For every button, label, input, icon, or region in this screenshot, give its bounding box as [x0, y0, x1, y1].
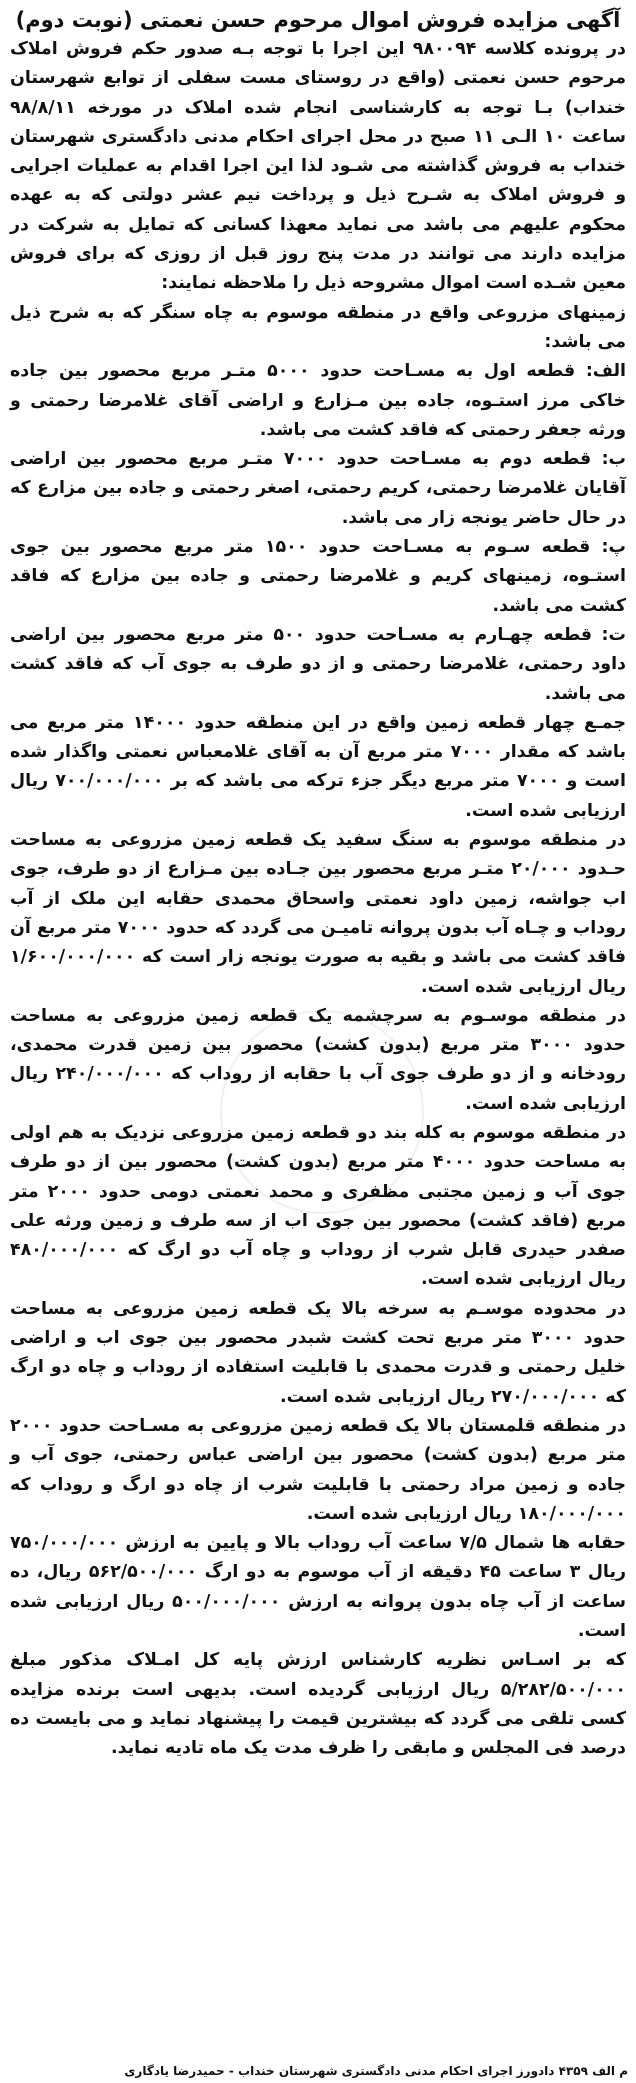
sorkheh-bala-paragraph: در محدوده موسـم به سرخه بالا یک قطعه زمین مزروعی به مساحت حدود ۳۰۰۰ متر مربع تحت کشت شبدر محصور بین جوی اب و اراضی خلیل رحمتی و قدرت محمدی با قابلیت استفاده از روداب و چاه دو ارگ که ۲۷۰/۰۰۰/۰۰۰ ریال ارزیابی شده است.	[10, 1298, 626, 1407]
parcel-alef-paragraph: الف: قطعه اول به مسـاحت حدود ۵۰۰۰ متـر مربع محصور بین جاده خاکی مرز استـوه، جاده بین مـزارع و اراضی آقای غلامرضا رحمتی و ورثه جعفر رحمتی که فاقد کشت می باشد.	[10, 361, 627, 440]
water-rights-paragraph: حقابه ها شمال ۷/۵ ساعت آب روداب بالا و پایین به ارزش ۷۵۰/۰۰۰/۰۰۰ ریال ۳ ساعت ۴۵ دقیقه از آب موسوم به دو ارگ ۵۶۲/۵۰۰/۰۰۰ ریال، ده ساعت از آب چاه بدون پروانه به ارزش ۵۰۰/۰۰۰/۰۰۰ ریال ارزیابی شده است.	[10, 1533, 626, 1642]
parcel-be-paragraph: ب: قطعه دوم به مسـاحت حدود ۷۰۰۰ متـر مربع محصور بین اراضی آقایان غلامرضا رحمتی، کریم رحمتی، اصغر رحمتی و جاده بین مزارع که در حال حاضر یونجه زار می باشد.	[10, 449, 626, 528]
parcel-pe-paragraph: پ: قطعه سـوم به مسـاحت حدود ۱۵۰۰ متر مربع محصور بین جوی استـوه، زمینهای کریم و غلامرضا رحمتی و جاده بین مزارع که فاقد کشت می باشد.	[10, 537, 626, 616]
sarcheshmeh-paragraph: در منطقه موسـوم به سرچشمه یک قطعه زمین مزروعی به مساحت حدود ۳۰۰۰ متر مربع (بدون کشت) محصور بین زمین قدرت محمدی، رودخانه و از دو طرف جوی آب با حقابه از روداب که ۲۴۰/۰۰۰/۰۰۰ ریال ارزیابی شده است.	[10, 1005, 627, 1114]
farmland-heading-paragraph: زمینهای مزروعی واقع در منطقه موسوم به چاه سنگر که به شرح ذیل می باشد:	[10, 302, 626, 352]
notice-footer: م الف ۴۳۵۹ دادورز اجرای احکام مدنی دادگستری شهرستان خنداب - حمیدرضا یادگاری	[124, 2064, 628, 2078]
parcel-te-paragraph: ت: قطعه چهـارم به مسـاحت حدود ۵۰۰ متر مربع محصور بین اراضی داود رحمتی، غلامرضا رحمتی و از دو طرف به جوی آب که فاقد کشت می باشد.	[10, 624, 626, 704]
valuation-conditions-paragraph: که بر اسـاس نظریه کارشناس ارزش پایه کل امـلاک مذکور مبلغ ۵/۲۸۲/۵۰۰/۰۰۰ ریال ارزیابی گردیده است. بدیهی است برنده مزایده کسی تلقی می گردد که بیشترین قیمت را پیشنهاد نماید و می بایست ده درصد فی المجلس و مابقی را ظرف مدت یک ماه تادیه نماید.	[10, 1650, 626, 1759]
notice-title: آگهی مزایده فروش اموال مرحوم حسن نعمتی (نوبت دوم)	[15, 8, 621, 32]
notice-intro-paragraph: در پرونده کلاسه ۹۸۰۰۹۴ این اجرا با توجه بـه صدور حکم فروش املاک مرحوم حسن نعمتی (واقع در روستای مست سفلی از توابع شهرستان خنداب) بـا توجه به کارشناسی انجام شده املاک در مورخه ۹۸/۸/۱۱ ساعت ۱۰ الـی ۱۱ صبح در محل اجرای احکام مدنی دادگستری شهرستان خنداب به فروش گذاشته می شـود لذا این اجرا اقدام به عملیات اجرایی و فروش املاک به شـرح ذیل و پرداخت نیم عشر دولتی که به عهده محکوم علیهم می باشد می نماید معهذا کسانی که تمایل به شرکت در مزایده دارند می توانند در مدت پنج روز قبل از روزی که برای فروش معین شـده است اموال مشروحه ذیل را ملاحظه نمایند:	[10, 39, 626, 294]
kaleh-band-paragraph: در منطقه موسوم به کله بند دو قطعه زمین مزروعی نزدیک به هم اولی به مساحت حدود ۴۰۰۰ متر مربع (بدون کشت) محصور بین از دو طرف جوی آب و زمین مجتبی مظفری و محمد نعمتی دومی حدود ۲۰۰۰ متر مربع (فاقد کشت) محصور بین جوی اب از سه طرف و زمین ورثه علی صفدر حیدری قابل شرب از روداب و چاه آب دو ارگ که ۴۸۰/۰۰۰/۰۰۰ ریال ارزیابی شده است.	[10, 1122, 626, 1290]
parcels-total-paragraph: جمـع چهار قطعه زمین واقع در این منطقه حدود ۱۴۰۰۰ متر مربع می باشد که مقدار ۷۰۰۰ متر مربع آن به آقای غلامعباس نعمتی واگذار شده است و ۷۰۰۰ متر مربع دیگر جزء ترکه می باشد که بر ۷۰۰/۰۰۰/۰۰۰ ریال ارزیابی شده است.	[10, 712, 626, 821]
ghalamestan-paragraph: در منطقه قلمستان بالا یک قطعه زمین مزروعی به مسـاحت حدود ۲۰۰۰ متر مربع (بدون کشت) محصور بین اراضی عباس رحمتی، جوی آب و جاده و زمین مراد رحمتی با قابلیت شرب از چاه دو ارگ و روداب که ۱۸۰/۰۰۰/۰۰۰ ریال ارزیابی شده است.	[10, 1415, 626, 1524]
sang-sefid-paragraph: در منطقه موسوم به سنگ سفید یک قطعه زمین مزروعی به مساحت حـدود ۲۰/۰۰۰ متـر مربع محصور بین جـاده بین مـزارع از دو طرف، جوی اب جواشه، زمین داود نعمتی واسحاق محمدی حقابه این ملک از آب روداب و چـاه آب بدون پروانه تامیـن می گردد که حدود ۷۰۰۰ متر مربع آن فاقد کشت می باشد و بقیه به صورت یونجه زار است که ۱/۶۰۰/۰۰۰/۰۰۰ ریال ارزیابی شده است.	[10, 830, 626, 997]
